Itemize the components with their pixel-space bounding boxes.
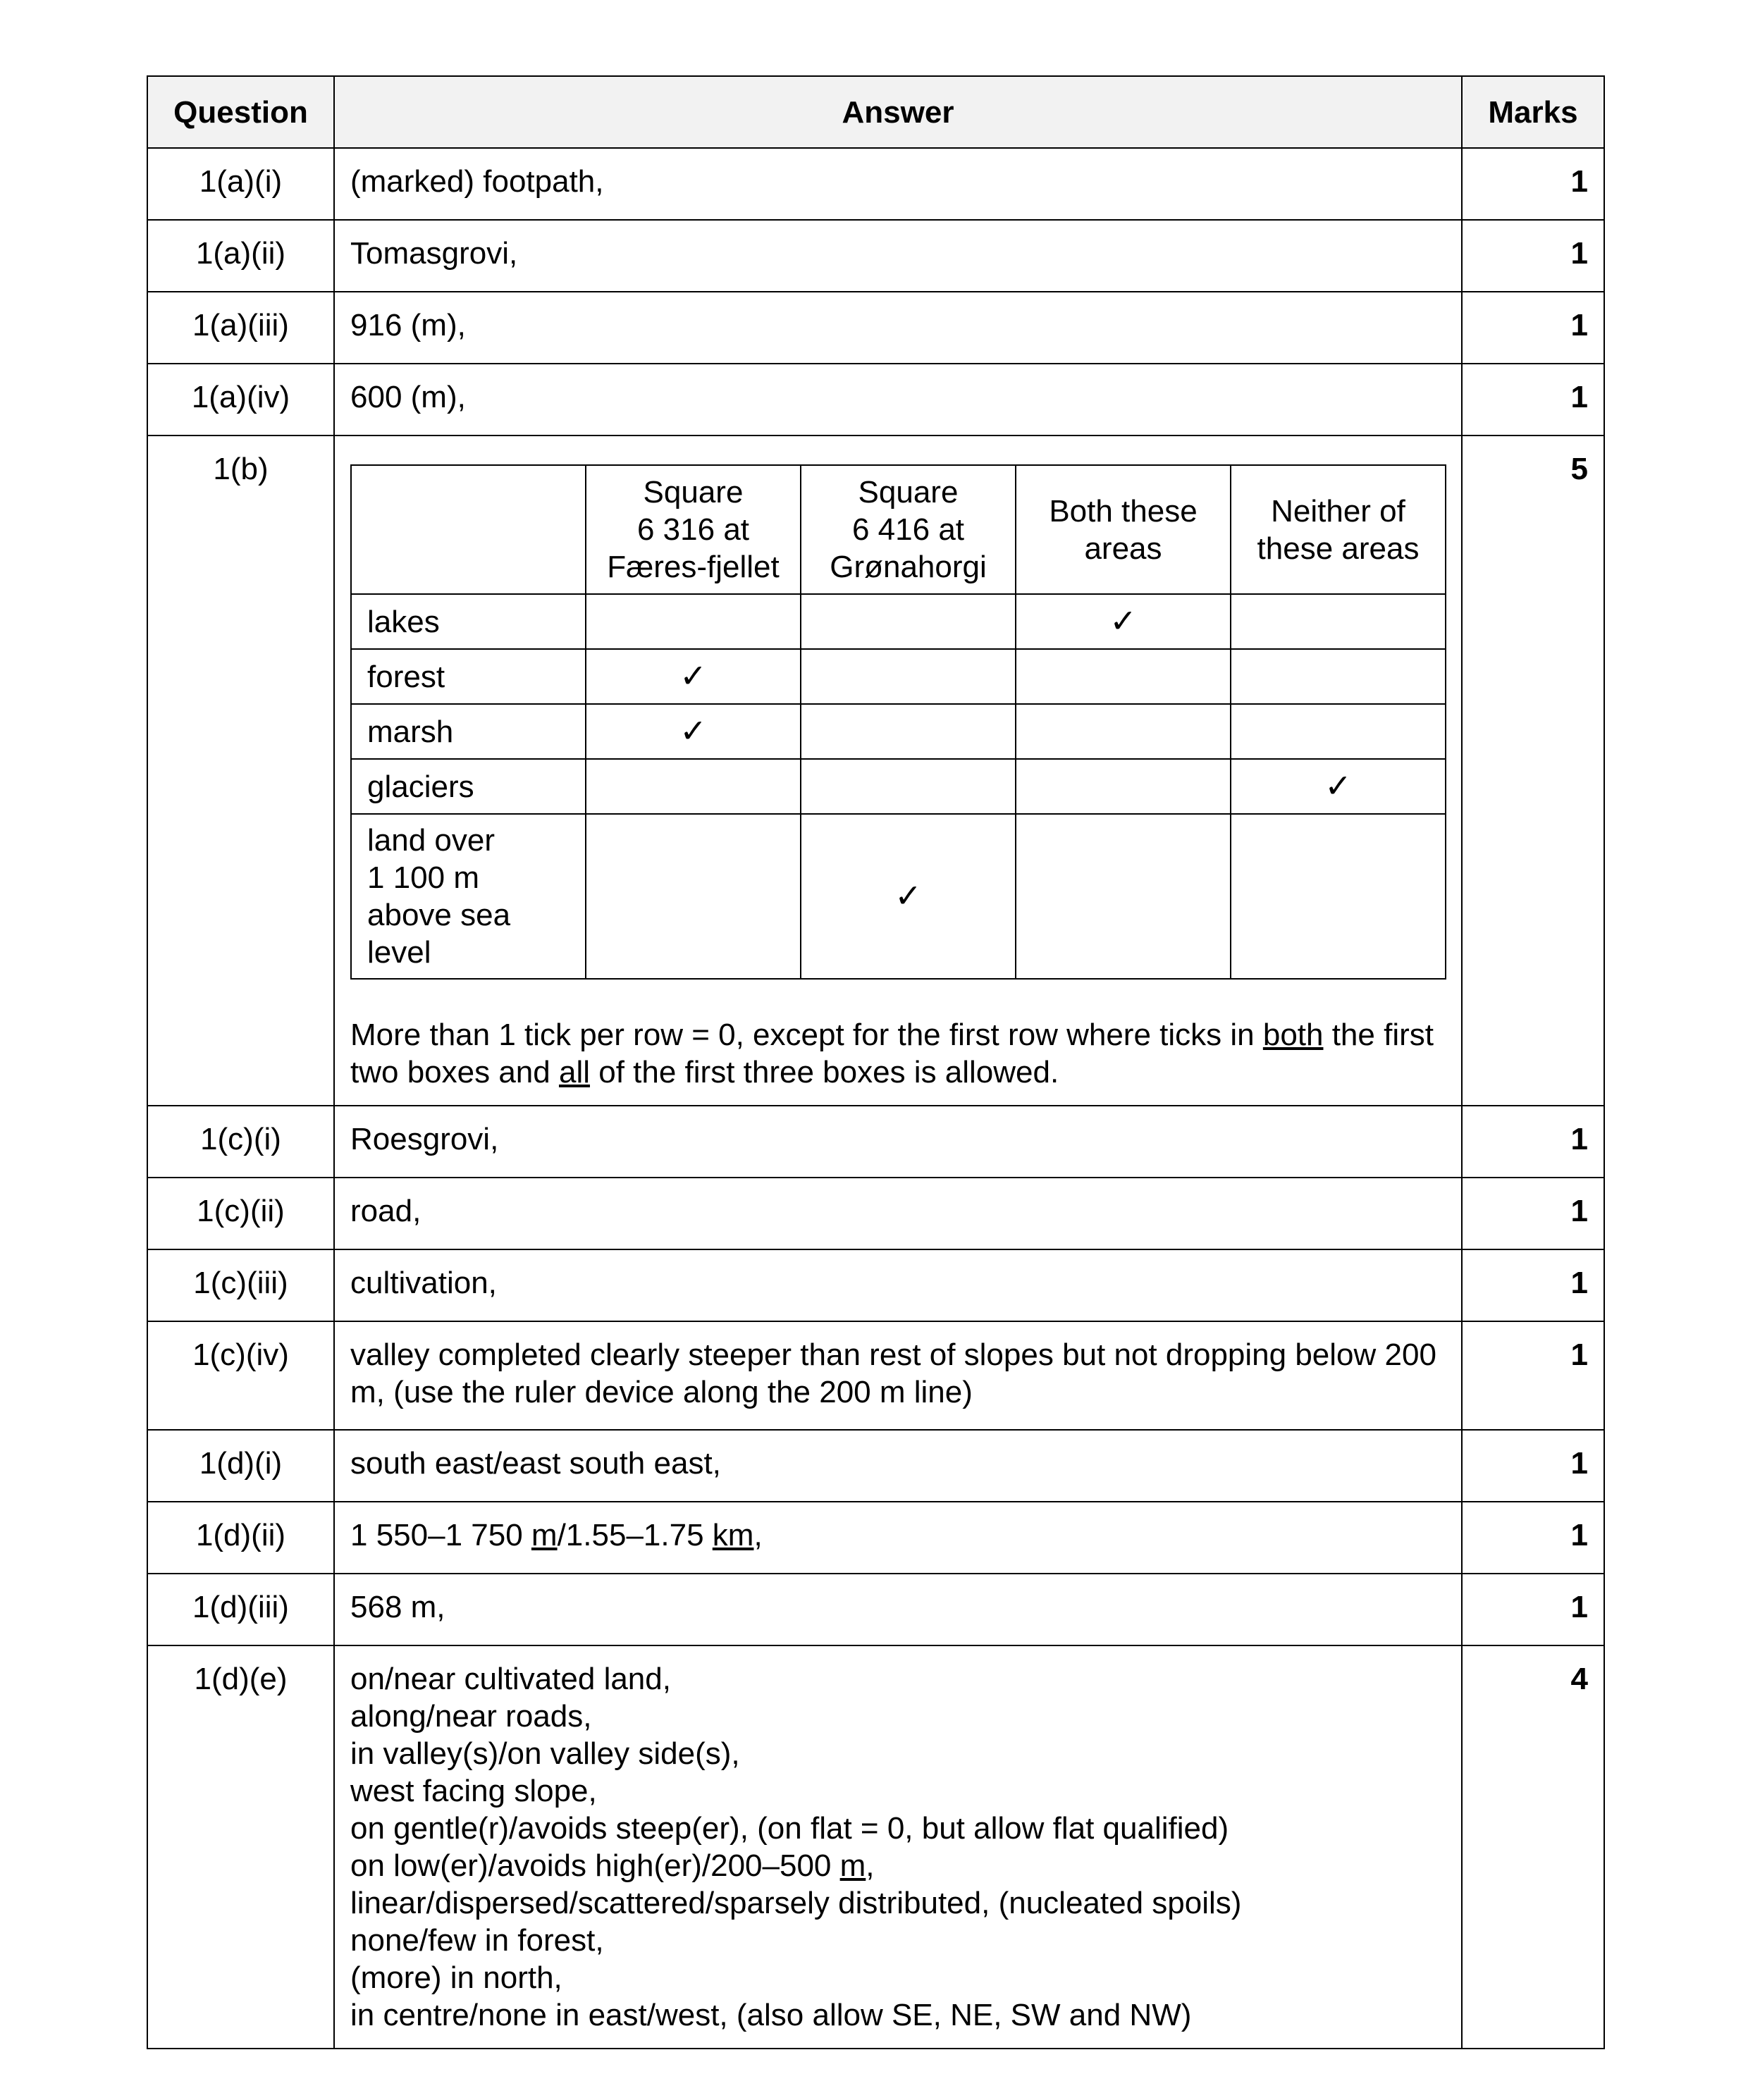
tick-grid-row-label: marsh xyxy=(351,704,586,759)
answer-line: along/near roads, xyxy=(350,1699,592,1734)
answer-cell: 600 (m), xyxy=(334,364,1462,436)
marks-cell: 4 xyxy=(1462,1645,1604,2049)
answer-cell: 1 550–1 750 m/1.55–1.75 km, xyxy=(334,1502,1462,1574)
answer-cell: Tomasgrovi, xyxy=(334,220,1462,292)
answer-cell: Roesgrovi, xyxy=(334,1106,1462,1178)
question-cell: 1(a)(ii) xyxy=(147,220,334,292)
tick-grid-row-label: forest xyxy=(351,649,586,704)
tick-grid-row-label: lakes xyxy=(351,594,586,649)
tick-grid-row-label: land over 1 100 m above sea level xyxy=(351,814,586,979)
table-row-1b xyxy=(147,436,1604,1106)
marks-cell: 1 xyxy=(1462,220,1604,292)
table-row xyxy=(147,1249,1604,1321)
table-row xyxy=(147,1502,1604,1574)
marks-cell: 1 xyxy=(1462,1502,1604,1574)
answer-line: west facing slope, xyxy=(350,1774,597,1808)
answer-cell: valley completed clearly steeper than rest of slopes but not dropping below 200 m, (use the ruler device along the 200 m line) xyxy=(334,1321,1462,1430)
answer-cell xyxy=(334,1645,1462,2049)
question-cell: 1(d)(i) xyxy=(147,1430,334,1502)
question-cell: 1(d)(iii) xyxy=(147,1574,334,1645)
answer-line: on/near cultivated land, xyxy=(350,1662,671,1696)
marks-cell: 1 xyxy=(1462,1321,1604,1430)
table-row-1de xyxy=(147,1645,1604,2049)
question-cell: 1(c)(iv) xyxy=(147,1321,334,1430)
marks-cell: 1 xyxy=(1462,292,1604,364)
table-row xyxy=(147,1430,1604,1502)
answer-line: in valley(s)/on valley side(s), xyxy=(350,1736,740,1771)
marks-cell: 5 xyxy=(1462,436,1604,1106)
check-icon: ✓ xyxy=(1324,767,1352,804)
tick-grid-col-header: Square 6 316 at Færes-fjellet xyxy=(586,465,801,594)
marks-cell: 1 xyxy=(1462,1178,1604,1249)
tick-grid-corner xyxy=(351,465,586,594)
question-cell: 1(a)(iv) xyxy=(147,364,334,436)
table-row xyxy=(147,1178,1604,1249)
table-row xyxy=(147,220,1604,292)
answer-line: on gentle(r)/avoids steep(er), (on flat = 0, but allow flat qualified) xyxy=(350,1811,1229,1846)
tick-grid-col-header: Both these areas xyxy=(1016,465,1231,594)
tick-grid-row xyxy=(351,704,1446,759)
answer-cell: 568 m, xyxy=(334,1574,1462,1645)
answer-line: on low(er)/avoids high(er)/200–500 m, xyxy=(350,1848,875,1883)
marks-cell: 1 xyxy=(1462,1106,1604,1178)
answer-line: linear/dispersed/scattered/sparsely distributed, (nucleated spoils) xyxy=(350,1886,1242,1920)
question-header: Question xyxy=(147,76,334,148)
question-cell: 1(c)(ii) xyxy=(147,1178,334,1249)
answer-cell: 916 (m), xyxy=(334,292,1462,364)
table-row xyxy=(147,1106,1604,1178)
answer-cell: (marked) footpath, xyxy=(334,148,1462,220)
marks-cell: 1 xyxy=(1462,364,1604,436)
answer-line: (more) in north, xyxy=(350,1960,562,1995)
question-cell: 1(d)(ii) xyxy=(147,1502,334,1574)
table-row xyxy=(147,148,1604,220)
answer-cell: south east/east south east, xyxy=(334,1430,1462,1502)
answer-line: in centre/none in east/west, (also allow SE, NE, SW and NW) xyxy=(350,1998,1192,2032)
tick-grid-row xyxy=(351,649,1446,704)
tick-grid-col-header: Neither of these areas xyxy=(1231,465,1446,594)
answer-line: none/few in forest, xyxy=(350,1923,604,1958)
table-row xyxy=(147,1574,1604,1645)
table-row xyxy=(147,364,1604,436)
marks-cell: 1 xyxy=(1462,1249,1604,1321)
tick-grid-header xyxy=(351,465,1446,594)
answer-cell xyxy=(334,436,1462,1106)
answer-cell: road, xyxy=(334,1178,1462,1249)
question-cell: 1(d)(e) xyxy=(147,1645,334,2049)
marks-cell: 1 xyxy=(1462,148,1604,220)
check-icon: ✓ xyxy=(1109,603,1137,639)
tick-grid-row xyxy=(351,594,1446,649)
check-icon: ✓ xyxy=(894,877,922,914)
check-icon: ✓ xyxy=(679,712,707,749)
header-row xyxy=(147,76,1604,148)
mark-scheme-table xyxy=(147,75,1605,2049)
tick-grid-row xyxy=(351,814,1446,979)
question-cell: 1(b) xyxy=(147,436,334,1106)
question-cell: 1(a)(i) xyxy=(147,148,334,220)
answer-header: Answer xyxy=(334,76,1462,148)
tick-grid xyxy=(350,464,1446,980)
table-row xyxy=(147,292,1604,364)
marks-header: Marks xyxy=(1462,76,1604,148)
tick-grid-row-label: glaciers xyxy=(351,759,586,814)
marks-cell: 1 xyxy=(1462,1430,1604,1502)
marks-cell: 1 xyxy=(1462,1574,1604,1645)
tick-grid-col-header: Square 6 416 at Grønahorgi xyxy=(801,465,1016,594)
tick-grid-row xyxy=(351,759,1446,814)
check-icon: ✓ xyxy=(679,657,707,694)
question-cell: 1(c)(iii) xyxy=(147,1249,334,1321)
question-cell: 1(a)(iii) xyxy=(147,292,334,364)
tick-rule-note: More than 1 tick per row = 0, except for the first row where ticks in both the first two boxes and all of the first three boxes is allowed. xyxy=(350,1018,1434,1089)
question-cell: 1(c)(i) xyxy=(147,1106,334,1178)
table-row xyxy=(147,1321,1604,1430)
answer-cell: cultivation, xyxy=(334,1249,1462,1321)
